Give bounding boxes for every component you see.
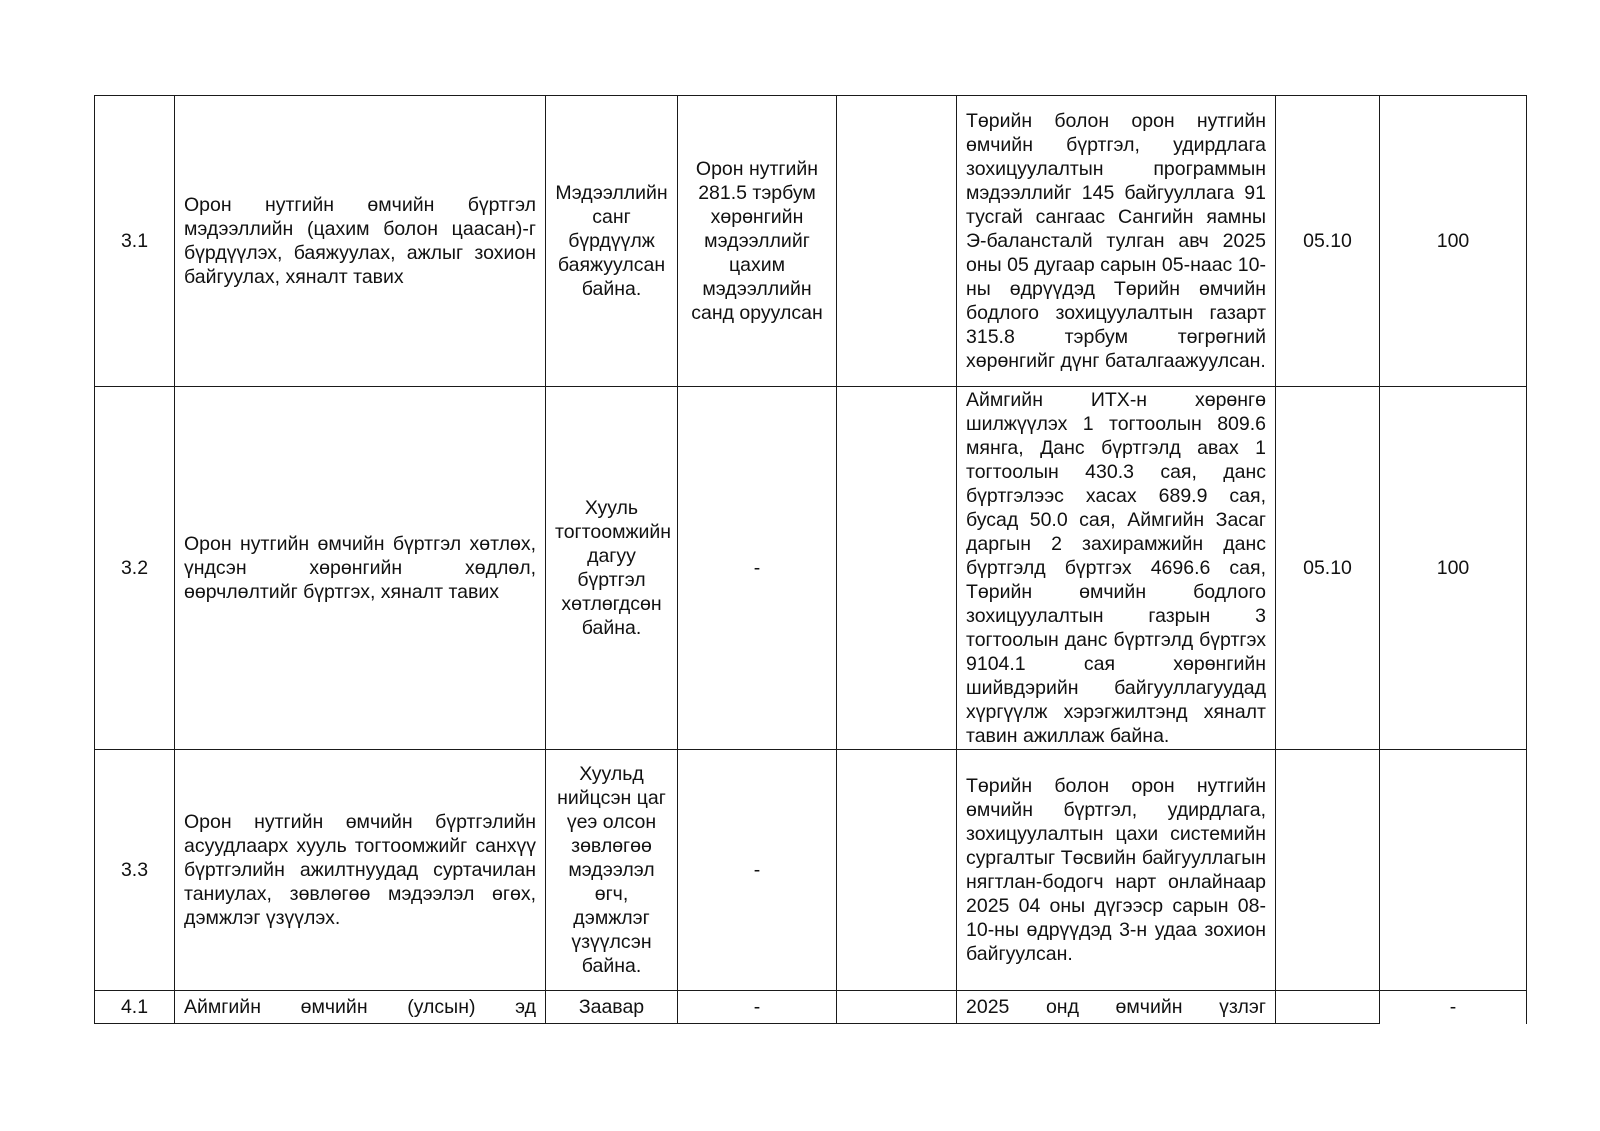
- date-cell: [1276, 991, 1380, 1024]
- activity-cell: Орон нутгийн өмчийн бүртгэл хөтлөх, үндсэн хөрөнгийн хөдлөл, өөрчлөлтийг бүртгэх, хяналт тавих: [175, 387, 546, 750]
- table-row: [95, 387, 1527, 750]
- progress-cell: Төрийн болон орон нутгийн өмчийн бүртгэл, удирдлага, зохицуулалтын цахи системийн сургалтыг Төсвийн байгууллагын нягтлан-бодогч нарт онлайнаар 2025 04 оны дүгээср сарын 08-10-ны өдрүүдэд 3-н удаа зохион байгуулсан.: [957, 750, 1276, 991]
- indicator-cell: -: [678, 750, 837, 991]
- table-row: [95, 991, 1527, 1024]
- empty-text: [846, 995, 947, 1019]
- percent-cell: 100: [1380, 96, 1527, 387]
- empty-cell: [837, 991, 957, 1024]
- percent-cell: [1380, 750, 1527, 991]
- row-number: 3.1: [95, 96, 175, 387]
- activity-cell: Орон нутгийн өмчийн бүртгэл мэдээллийн (цахим болон цаасан)-г бүрдүүлэх, баяжуулах, ажлыг зохион байгуулах, хяналт тавих: [175, 96, 546, 387]
- date-cell: [1276, 750, 1380, 991]
- indicator-cell: Орон нутгийн 281.5 тэрбум хөрөнгийн мэдээллийг цахим мэдээллийн санд оруулсан: [678, 96, 837, 387]
- progress-cell: [957, 991, 1276, 1024]
- expected-result-text: Заавар: [578, 996, 645, 1018]
- activity-text: Аймгийн өмчийн (улсын) эд: [184, 996, 536, 1018]
- progress-cell: Төрийн болон орон нутгийн өмчийн бүртгэл, удирдлага зохицуулалтын программын мэдээллийг 145 байгууллага 91 тусгай сангаас Сангийн яамны Э-балансталй тулган авч 2025 оны 05 дугаар сарын 05-наас 10-ны өдрүүдэд Төрийн өмчийн бодлого зохицуулалтын газарт 315.8 тэрбум төгрөгний хөрөнгийг дүнг баталгаажуулсан.: [957, 96, 1276, 387]
- row-number: [95, 991, 175, 1024]
- expected-result-cell: [546, 991, 678, 1024]
- indicator-text: -: [753, 996, 761, 1018]
- report-table: [94, 95, 1527, 1024]
- row-number: 3.3: [95, 750, 175, 991]
- empty-cell: [837, 96, 957, 387]
- indicator-cell: -: [678, 387, 837, 750]
- indicator-cell: [678, 991, 837, 1024]
- progress-cell: Аймгийн ИТХ-н хөрөнгө шилжүүлэх 1 тогтоолын 809.6 мянга, Данс бүртгэлд авах 1 тогтоолын 430.3 сая, данс бүртгэлээс хасах 689.9 сая, бусад 50.0 сая, Аймгийн Засаг даргын 2 захирамжийн данс бүртгэлд бүртгэх 4696.6 сая, Төрийн өмчийн бодлого зохицуулалтын газрын 3 тогтоолын данс бүртгэлд бүртгэх 9104.1 сая хөрөнгийн шийвдэрийн байгууллагуудад хүргүүлж хэрэгжилтэнд хяналт тавин ажиллаж байна.: [957, 387, 1276, 750]
- progress-text: 2025 онд өмчийн үзлэг: [966, 996, 1266, 1018]
- percent-text: -: [1449, 996, 1457, 1019]
- date-text: [1285, 995, 1370, 1019]
- row-number: 3.2: [95, 387, 175, 750]
- row-number-text: 4.1: [120, 996, 149, 1018]
- expected-result-cell: Хууль тогтоомжийн дагуу бүртгэл хөтлөгдсөн байна.: [546, 387, 678, 750]
- activity-cell: [175, 991, 546, 1024]
- empty-cell: [837, 387, 957, 750]
- expected-result-cell: Мэдээллийн санг бүрдүүлж баяжуулсан байна.: [546, 96, 678, 387]
- expected-result-cell: Хуульд нийцсэн цаг үеэ олсон зөвлөгөө мэдээлэл өгч, дэмжлэг үзүүлсэн байна.: [546, 750, 678, 991]
- activity-cell: Орон нутгийн өмчийн бүртгэлийн асуудлаарх хууль тогтоомжийг санхүү бүртгэлийн ажилтнуудад суртачилан таниулах, зөвлөгөө мэдээлэл өгөх, дэмжлэг үзүүлэх.: [175, 750, 546, 991]
- date-cell: 05.10: [1276, 387, 1380, 750]
- percent-cell: [1380, 991, 1527, 1024]
- date-cell: 05.10: [1276, 96, 1380, 387]
- percent-cell: 100: [1380, 387, 1527, 750]
- table-row: [95, 96, 1527, 387]
- table-row: [95, 750, 1527, 991]
- empty-cell: [837, 750, 957, 991]
